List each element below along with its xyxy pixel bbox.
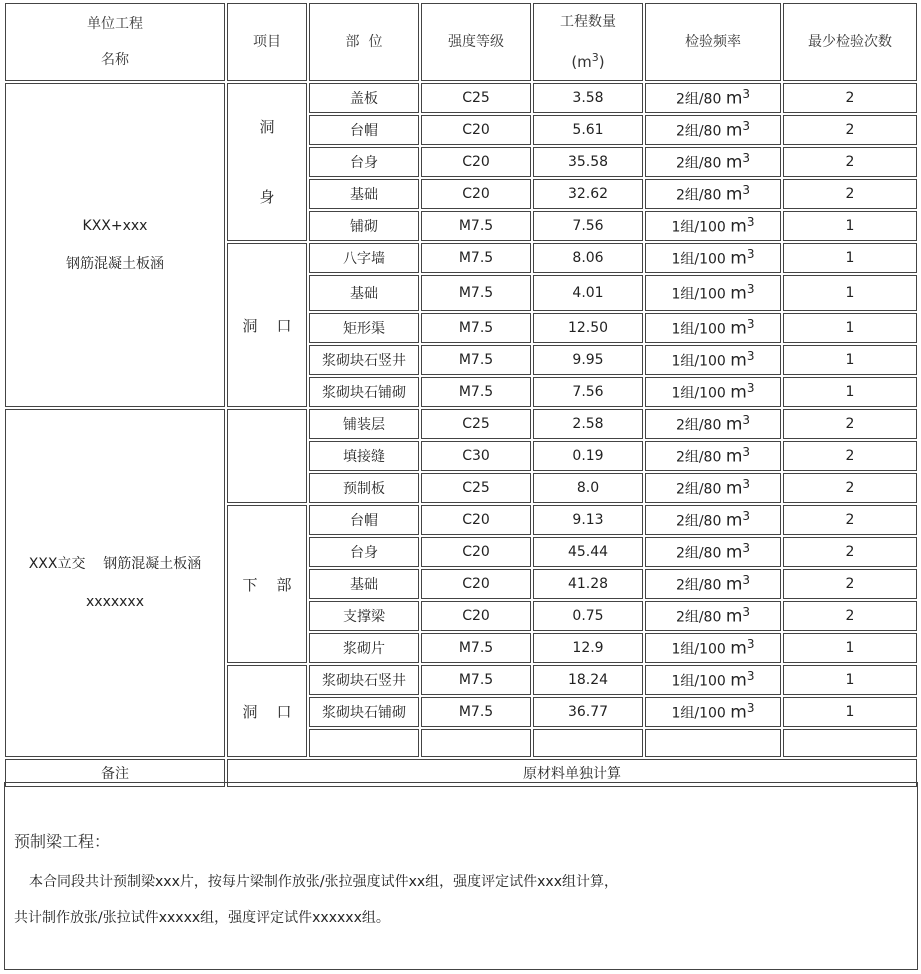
frequency-cell: 2组/80 $m^3$ xyxy=(645,115,781,145)
header-grade: 强度等级 xyxy=(421,3,531,81)
min-count-cell: 2 xyxy=(783,179,917,209)
frequency-cell: 2组/80 $m^3$ xyxy=(645,409,781,439)
part-cell: 浆砌片 xyxy=(309,633,419,663)
frequency-cell: 1组/100 $m^3$ xyxy=(645,345,781,375)
notes-paragraph-2: 共计制作放张/张拉试件xxxxx组，强度评定试件xxxxxx组。 xyxy=(14,910,390,926)
frequency-cell: 1组/100 $m^3$ xyxy=(645,275,781,311)
empty-cell xyxy=(783,729,917,757)
frequency-cell: 1组/100 $m^3$ xyxy=(645,377,781,407)
inspection-table xyxy=(3,1,919,789)
item-cell-dongkou: 洞 口 xyxy=(227,243,307,407)
min-count-cell: 2 xyxy=(783,601,917,631)
grade-cell: M7.5 xyxy=(421,243,531,273)
frequency-cell: 1组/100 $m^3$ xyxy=(645,665,781,695)
header-frequency: 检验频率 xyxy=(645,3,781,81)
min-count-cell: 1 xyxy=(783,211,917,241)
min-count-cell: 1 xyxy=(783,377,917,407)
quantity-cell: 5.61 xyxy=(533,115,643,145)
min-count-cell: 1 xyxy=(783,275,917,311)
grade-cell: M7.5 xyxy=(421,313,531,343)
quantity-cell: 8.06 xyxy=(533,243,643,273)
quantity-cell: 12.50 xyxy=(533,313,643,343)
grade-cell: C20 xyxy=(421,569,531,599)
quantity-cell: 4.01 xyxy=(533,275,643,311)
part-cell: 台身 xyxy=(309,147,419,177)
grade-cell: M7.5 xyxy=(421,697,531,727)
grade-cell: M7.5 xyxy=(421,377,531,407)
part-cell: 盖板 xyxy=(309,83,419,113)
min-count-cell: 2 xyxy=(783,147,917,177)
min-count-cell: 1 xyxy=(783,697,917,727)
grade-cell: C30 xyxy=(421,441,531,471)
min-count-cell: 1 xyxy=(783,665,917,695)
item-cell-xiabu: 下 部 xyxy=(227,505,307,663)
part-cell: 矩形渠 xyxy=(309,313,419,343)
grade-cell: C20 xyxy=(421,179,531,209)
grade-cell: M7.5 xyxy=(421,665,531,695)
quantity-cell: 8.0 xyxy=(533,473,643,503)
grade-cell: C20 xyxy=(421,115,531,145)
part-cell: 浆砌块石竖井 xyxy=(309,665,419,695)
grade-cell: C20 xyxy=(421,601,531,631)
empty-cell xyxy=(421,729,531,757)
frequency-cell: 2组/80 $m^3$ xyxy=(645,473,781,503)
quantity-cell: 3.58 xyxy=(533,83,643,113)
table-row xyxy=(5,83,917,113)
part-cell: 浆砌块石竖井 xyxy=(309,345,419,375)
part-cell: 支撑梁 xyxy=(309,601,419,631)
frequency-cell: 2组/80 $m^3$ xyxy=(645,83,781,113)
item-cell-dongkou-2: 洞 口 xyxy=(227,665,307,757)
frequency-cell: 1组/100 $m^3$ xyxy=(645,697,781,727)
frequency-cell: 2组/80 $m^3$ xyxy=(645,505,781,535)
header-part: 部 位 xyxy=(309,3,419,81)
min-count-cell: 2 xyxy=(783,537,917,567)
grade-cell: C20 xyxy=(421,505,531,535)
frequency-cell: 1组/100 $m^3$ xyxy=(645,313,781,343)
min-count-cell: 2 xyxy=(783,115,917,145)
item-cell-empty xyxy=(227,409,307,503)
empty-cell xyxy=(645,729,781,757)
quantity-cell: 35.58 xyxy=(533,147,643,177)
min-count-cell: 2 xyxy=(783,409,917,439)
frequency-cell: 2组/80 $m^3$ xyxy=(645,601,781,631)
quantity-cell: 7.56 xyxy=(533,377,643,407)
min-count-cell: 2 xyxy=(783,569,917,599)
frequency-cell: 1组/100 $m^3$ xyxy=(645,633,781,663)
empty-cell xyxy=(309,729,419,757)
header-row xyxy=(5,3,917,81)
min-count-cell: 1 xyxy=(783,633,917,663)
quantity-cell: 2.58 xyxy=(533,409,643,439)
frequency-cell: 2组/80 $m^3$ xyxy=(645,147,781,177)
min-count-cell: 2 xyxy=(783,473,917,503)
frequency-cell: 2组/80 $m^3$ xyxy=(645,569,781,599)
frequency-cell: 2组/80 $m^3$ xyxy=(645,441,781,471)
header-item: 项目 xyxy=(227,3,307,81)
grade-cell: M7.5 xyxy=(421,633,531,663)
header-min-count: 最少检验次数 xyxy=(783,3,917,81)
frequency-cell: 2组/80 $m^3$ xyxy=(645,537,781,567)
min-count-cell: 2 xyxy=(783,505,917,535)
quantity-cell: 18.24 xyxy=(533,665,643,695)
header-unit-name: 单位工程 名称 xyxy=(5,3,225,81)
grade-cell: C25 xyxy=(421,83,531,113)
part-cell: 基础 xyxy=(309,275,419,311)
grade-cell: M7.5 xyxy=(421,275,531,311)
min-count-cell: 1 xyxy=(783,345,917,375)
quantity-cell: 9.13 xyxy=(533,505,643,535)
part-cell: 台身 xyxy=(309,537,419,567)
quantity-cell: 45.44 xyxy=(533,537,643,567)
quantity-cell: 12.9 xyxy=(533,633,643,663)
quantity-cell: 32.62 xyxy=(533,179,643,209)
grade-cell: C25 xyxy=(421,473,531,503)
min-count-cell: 2 xyxy=(783,83,917,113)
quantity-cell: 41.28 xyxy=(533,569,643,599)
grade-cell: C20 xyxy=(421,537,531,567)
quantity-cell: 36.77 xyxy=(533,697,643,727)
frequency-cell: 1组/100 $m^3$ xyxy=(645,211,781,241)
min-count-cell: 2 xyxy=(783,441,917,471)
item-cell-dongshen: 洞 身 xyxy=(227,83,307,241)
notes-title: 预制梁工程： xyxy=(14,832,111,851)
grade-cell: C20 xyxy=(421,147,531,177)
part-cell: 填接缝 xyxy=(309,441,419,471)
remark-label: 备注 xyxy=(5,759,225,787)
quantity-cell: 0.75 xyxy=(533,601,643,631)
quantity-cell: 0.19 xyxy=(533,441,643,471)
part-cell: 基础 xyxy=(309,179,419,209)
frequency-cell: 2组/80 $m^3$ xyxy=(645,179,781,209)
frequency-cell: 1组/100 $m^3$ xyxy=(645,243,781,273)
part-cell: 铺砌 xyxy=(309,211,419,241)
unit-name-cell: XXX立交 钢筋混凝土板涵 xxxxxxx xyxy=(5,409,225,757)
quantity-cell: 9.95 xyxy=(533,345,643,375)
remark-value: 原材料单独计算 xyxy=(227,759,917,787)
quantity-cell: 7.56 xyxy=(533,211,643,241)
grade-cell: C25 xyxy=(421,409,531,439)
grade-cell: M7.5 xyxy=(421,211,531,241)
notes-paragraph-1: 本合同段共计预制梁xxx片，按每片梁制作放张/张拉强度试件xx组，强度评定试件xxx组计算， xyxy=(29,874,618,890)
header-quantity: 工程数量 $(m^3)$ xyxy=(533,3,643,81)
empty-cell xyxy=(533,729,643,757)
part-cell: 浆砌块石铺砌 xyxy=(309,377,419,407)
grade-cell: M7.5 xyxy=(421,345,531,375)
part-cell: 基础 xyxy=(309,569,419,599)
part-cell: 预制板 xyxy=(309,473,419,503)
part-cell: 铺装层 xyxy=(309,409,419,439)
part-cell: 浆砌块石铺砌 xyxy=(309,697,419,727)
part-cell: 八字墙 xyxy=(309,243,419,273)
part-cell: 台帽 xyxy=(309,505,419,535)
notes-box xyxy=(4,782,918,970)
min-count-cell: 1 xyxy=(783,243,917,273)
part-cell: 台帽 xyxy=(309,115,419,145)
unit-name-cell: KXX+xxx 钢筋混凝土板涵 xyxy=(5,83,225,407)
table-row xyxy=(5,409,917,439)
min-count-cell: 1 xyxy=(783,313,917,343)
